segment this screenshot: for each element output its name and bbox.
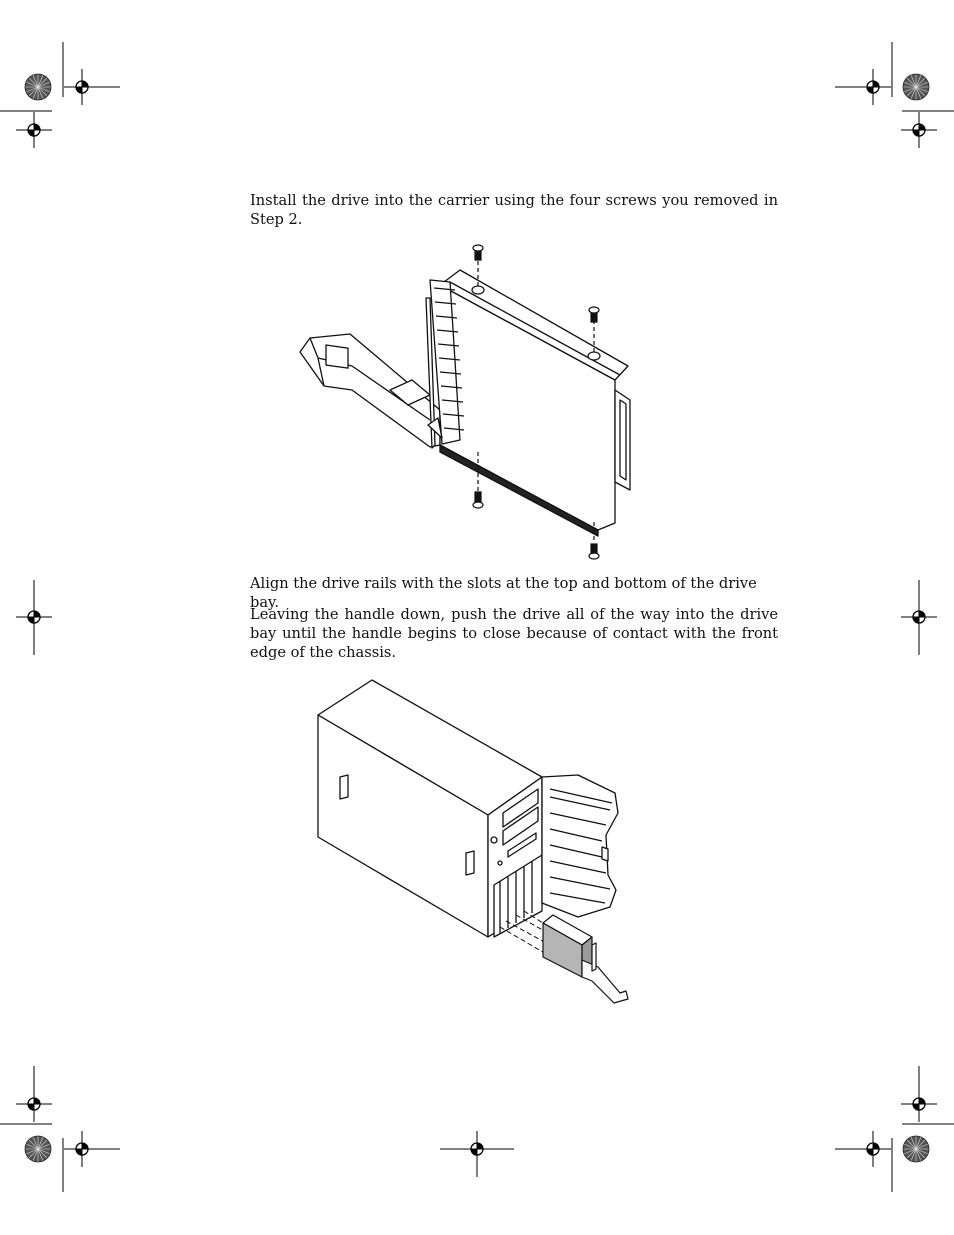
color-target-icon [25, 74, 51, 100]
chassis-drive-bay-illustration [310, 675, 640, 1010]
color-target-icon [25, 1136, 51, 1162]
crosshair-icon [901, 112, 937, 148]
crosshair-icon [16, 112, 52, 148]
step-text-align-rails: Align the drive rails with the slots at the top and bottom of the drive bay. [250, 575, 757, 611]
color-target-icon [903, 1136, 929, 1162]
step-text-push-drive: Leaving the handle down, push the drive all of the way into the drive bay until the handle begins to close because of contact with the front edge of the chassis. [250, 606, 778, 661]
color-target-icon [903, 74, 929, 100]
step-text-install-drive: Install the drive into the carrier using the four screws you removed in Step 2. [250, 192, 778, 228]
drive-carrier-screws-illustration [290, 240, 650, 565]
